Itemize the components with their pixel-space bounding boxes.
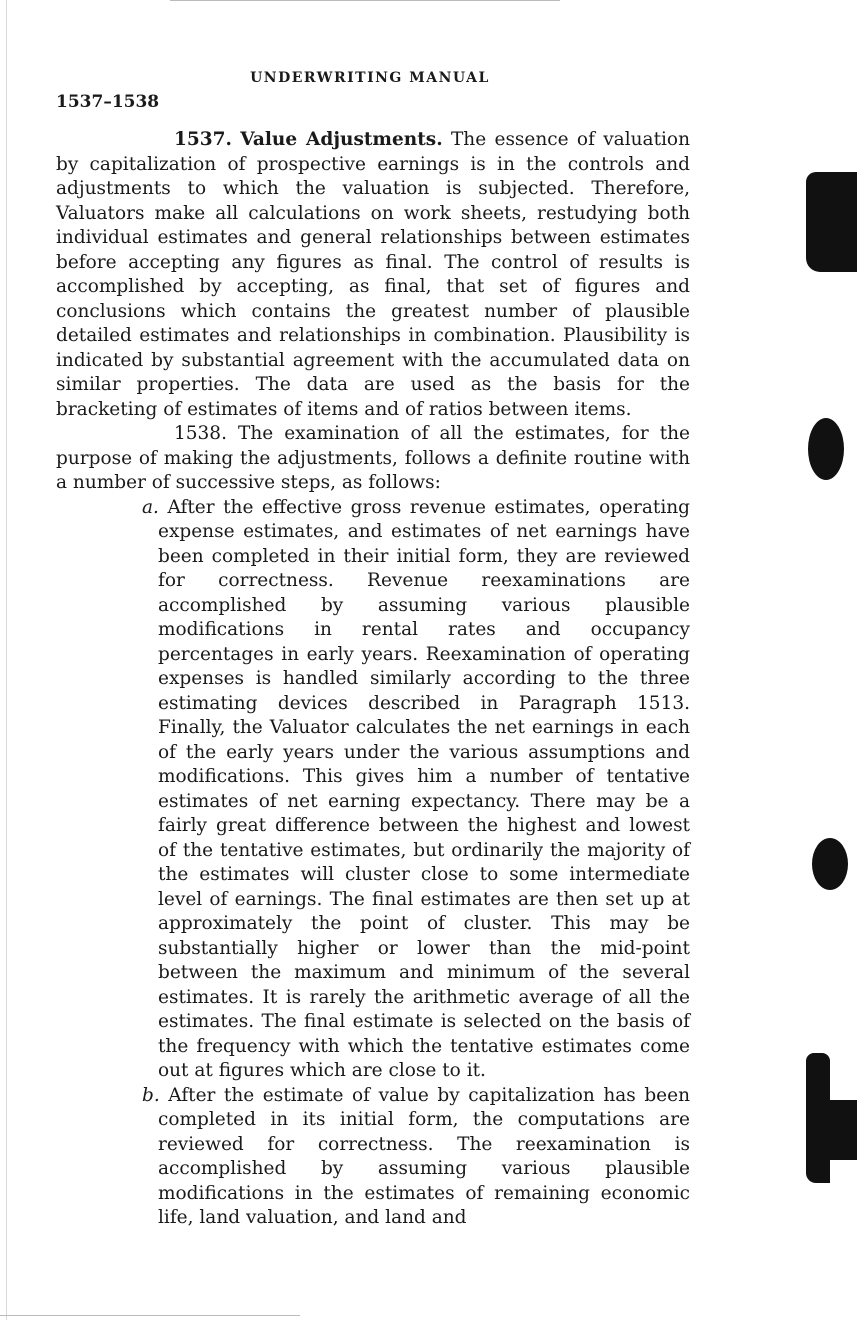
page-edge-left — [0, 0, 7, 1320]
section-number: 1538. — [174, 423, 227, 444]
list-marker: a. — [142, 496, 159, 518]
page-top-rule — [170, 0, 560, 1]
scan-blot — [812, 838, 848, 890]
list-marker: b. — [142, 1084, 160, 1106]
paragraph-1537 — [56, 128, 690, 422]
list-item-a — [56, 496, 690, 1084]
section-number: 1537. — [174, 129, 232, 150]
page-section-range: 1537–1538 — [56, 92, 160, 112]
list-item-text: After the effective gross revenue estimates, operating expense estimates, and estimates of net earnings have been completed in their initial form, they are reviewed for correctness. Revenue reexaminations are accomplished by assuming various plausible modifications in rental rates and occupancy percentages in early years. Reexamination of operating expenses is handled similarly according to the three estimating devices described in Paragraph 1513. Finally, the Valuator calculates the net earnings in each of the early years under the various assumptions and modifications. This gives him a number of tentative estimates of net earning expectancy. There may be a fairly great difference between the highest and lowest of the tentative estimates, but ordinarily the majority of the estimates will cluster close to some intermediate level of earnings. The final estimates are then set up at approximately the point of cluster. This may be substantially higher or lower than the mid-point between the maximum and minimum of the several estimates. It is rarely the arithmetic average of all the estimates. The final estimate is selected on the basis of the frequency with which the tentative estimates come out at figures which are close to it. — [158, 496, 690, 1081]
list-item-b — [56, 1084, 690, 1231]
scan-blot — [806, 1100, 857, 1160]
running-title: UNDERWRITING MANUAL — [250, 70, 490, 86]
scan-blot — [806, 172, 830, 232]
paragraph-text: The examination of all the estimates, for the purpose of making the adjustments, follows a definite routine with a number of successive steps, as follows: — [56, 423, 690, 493]
scan-blot — [808, 418, 844, 480]
section-title: Value Adjustments. — [240, 129, 443, 150]
page-bottom-rule — [0, 1315, 300, 1316]
paragraph-1538 — [56, 422, 690, 496]
body-text — [56, 128, 690, 1231]
list-item-text: After the estimate of value by capitalization has been completed in its initial form, the computations are reviewed for correctness. The reexamination is accomplished by assuming various plausible modifications in the estimates of remaining economic life, land valuation, and land and — [158, 1084, 690, 1228]
paragraph-text: The essence of valuation by capitalization of prospective earnings is in the controls and adjustments to which the valuation is subjected. Therefore, Valuators make all calculations on work sheets, restudying both individual estimates and general relationships between estimates before accepting any figures as final. The control of results is accomplished by accepting, as final, that set of figures and conclusions which contains the greatest number of plausible detailed estimates and relationships in combination. Plausibility is indicated by substantial agreement with the accumulated data on similar properties. The data are used as the basis for the bracketing of estimates of items and of ratios between items. — [56, 129, 690, 420]
